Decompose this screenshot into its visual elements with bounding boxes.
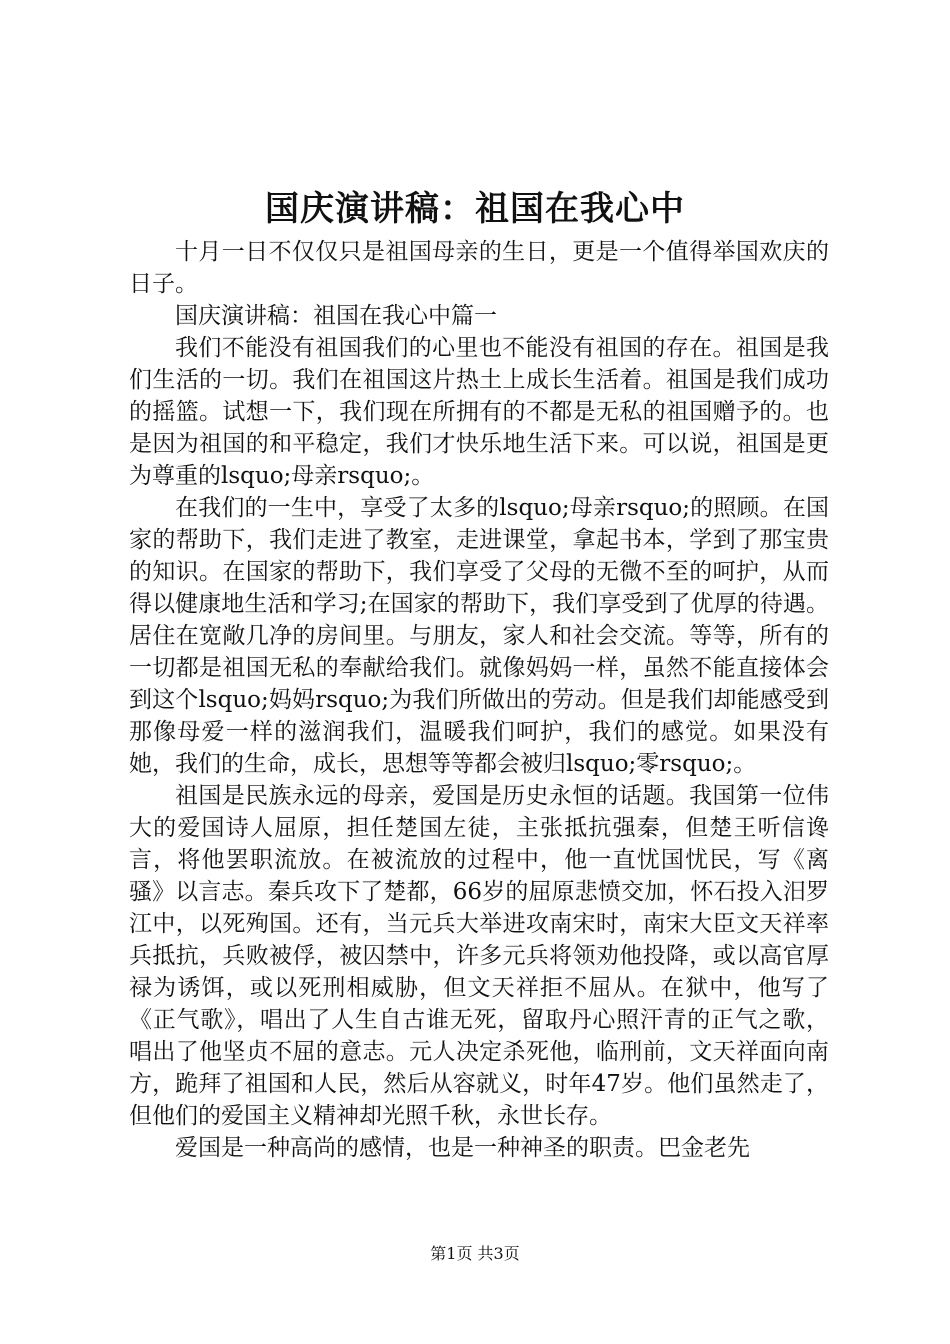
- document-title: 国庆演讲稿：祖国在我心中: [265, 189, 685, 229]
- page-number-footer: 第1页 共3页: [430, 1244, 520, 1263]
- paragraph-history: 祖国是民族永远的母亲，爱国是历史永恒的话题。我国第一位伟大的爱国诗人屈原，担任楚国左徒，主张抵抗强秦，但楚王听信谗言，将他罢职流放。在被流放的过程中，他一直忧国忧民，写《离骚》以言志。秦兵攻下了楚都，66岁的屈原悲愤交加，怀石投入汨罗江中，以死殉国。还有，当元兵大举进攻南宋时，南宋大臣文天祥率兵抵抗，兵败被俘，被囚禁中，许多元兵将领劝他投降，或以高官厚禄为诱饵，或以死刑相威胁，但文天祥拒不屈从。在狱中，他写了《正气歌》，唱出了人生自古谁无死，留取丹心照汗青的正气之歌，唱出了他坚贞不屈的意志。元人决定杀死他，临刑前，文天祥面向南方，跪拜了祖国和人民，然后从容就义，时年47岁。他们虽然走了，但他们的爱国主义精神却光照千秋，永世长存。: [129, 783, 829, 1129]
- paragraph-intro: 十月一日不仅仅只是祖国母亲的生日，更是一个值得举国欢庆的日子。: [129, 239, 829, 297]
- section-heading: 国庆演讲稿：祖国在我心中篇一: [175, 303, 497, 329]
- paragraph-motherland: 我们不能没有祖国我们的心里也不能没有祖国的存在。祖国是我们生活的一切。我们在祖国这片热土上成长生活着。祖国是我们成功的摇篮。试想一下，我们现在所拥有的不都是无私的祖国赠予的。也是因为祖国的和平稳定，我们才快乐地生活下来。可以说，祖国是更为尊重的lsquo;母亲rsquo;。: [129, 335, 829, 489]
- document-body: [129, 236, 829, 1164]
- paragraph-care: 在我们的一生中，享受了太多的lsquo;母亲rsquo;的照顾。在国家的帮助下，我们走进了教室，走进课堂，拿起书本，学到了那宝贵的知识。在国家的帮助下，我们享受了父母的无微不至的呵护，从而得以健康地生活和学习;在国家的帮助下，我们享受到了优厚的待遇。居住在宽敞几净的房间里。与朋友，家人和社会交流。等等，所有的一切都是祖国无私的奉献给我们。就像妈妈一样，虽然不能直接体会到这个lsquo;妈妈rsquo;为我们所做出的劳动。但是我们却能感受到那像母爱一样的滋润我们，温暖我们呵护，我们的感觉。如果没有她，我们的生命，成长，思想等等都会被归lsquo;零rsquo;。: [129, 495, 829, 777]
- paragraph-patriotism: 爱国是一种高尚的感情，也是一种神圣的职责。巴金老先: [175, 1135, 750, 1161]
